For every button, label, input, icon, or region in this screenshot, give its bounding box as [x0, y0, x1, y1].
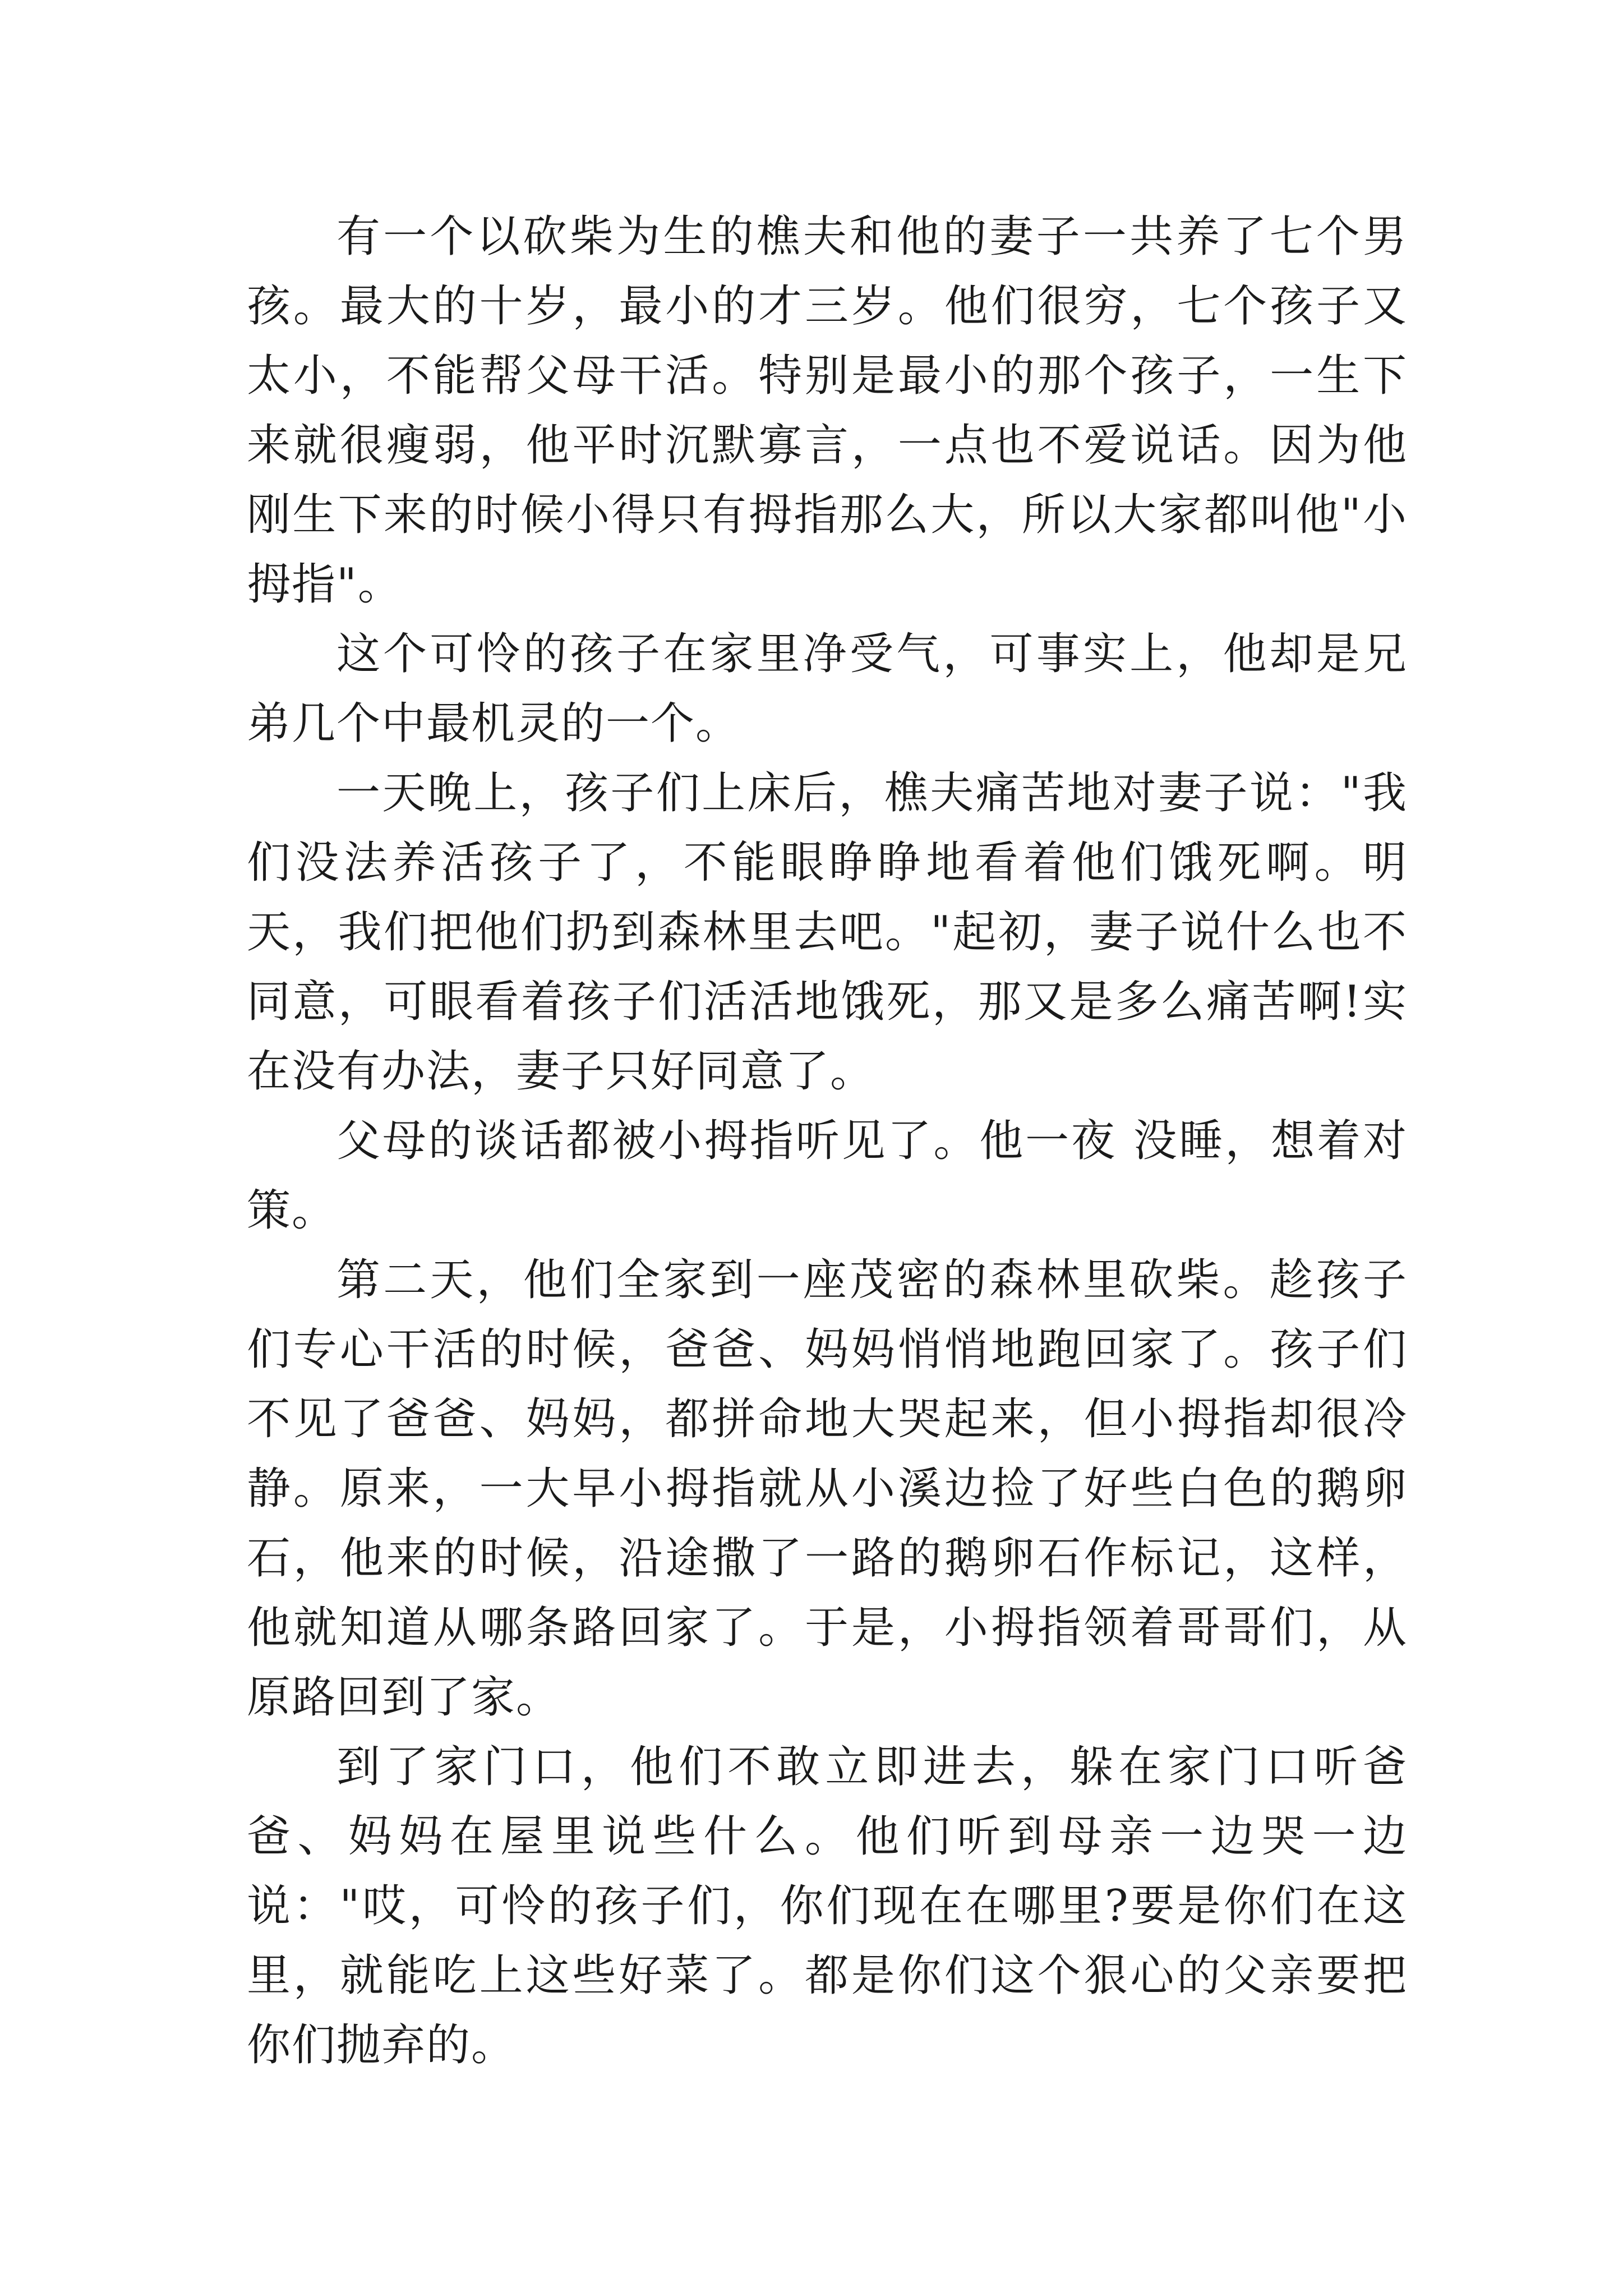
paragraph-4: 父母的谈话都被小拇指听见了。他一夜 没睡，想着对策。	[247, 1116, 1408, 1236]
story-text	[247, 202, 1408, 2080]
paragraph-6: 到了家门口，他们不敢立即进去，躲在家门口听爸爸、妈妈在屋里说些什么。他们听到母亲一边哭一边说："哎，可怜的孩子们，你们现在在哪里?要是你们在这里，就能吃上这些好菜了。都是你们这个狠心的父亲要把你们抛弃的。	[247, 1742, 1408, 2070]
paragraph-5: 第二天，他们全家到一座茂密的森林里砍柴。趁孩子们专心干活的时候，爸爸、妈妈悄悄地跑回家了。孩子们不见了爸爸、妈妈，都拼命地大哭起来，但小拇指却很冷静。原来，一大早小拇指就从小溪边捡了好些白色的鹅卵石，他来的时候，沿途撒了一路的鹅卵石作标记，这样，他就知道从哪条路回家了。于是，小拇指领着哥哥们，从原路回到了家。	[247, 1255, 1408, 1723]
paragraph-2: 这个可怜的孩子在家里净受气，可事实上，他却是兄弟几个中最机灵的一个。	[247, 629, 1408, 749]
paragraph-3: 一天晚上，孩子们上床后，樵夫痛苦地对妻子说："我们没法养活孩子了，不能眼睁睁地看着他们饿死啊。明天，我们把他们扔到森林里去吧。"起初，妻子说什么也不同意，可眼看着孩子们活活地饿死，那又是多么痛苦啊!实在没有办法，妻子只好同意了。	[247, 768, 1408, 1097]
paragraph-1: 有一个以砍柴为生的樵夫和他的妻子一共养了七个男孩。最大的十岁，最小的才三岁。他们很穷，七个孩子又太小，不能帮父母干活。特别是最小的那个孩子，一生下来就很瘦弱，他平时沉默寡言，一点也不爱说话。因为他刚生下来的时候小得只有拇指那么大，所以大家都叫他"小拇指"。	[247, 211, 1408, 610]
